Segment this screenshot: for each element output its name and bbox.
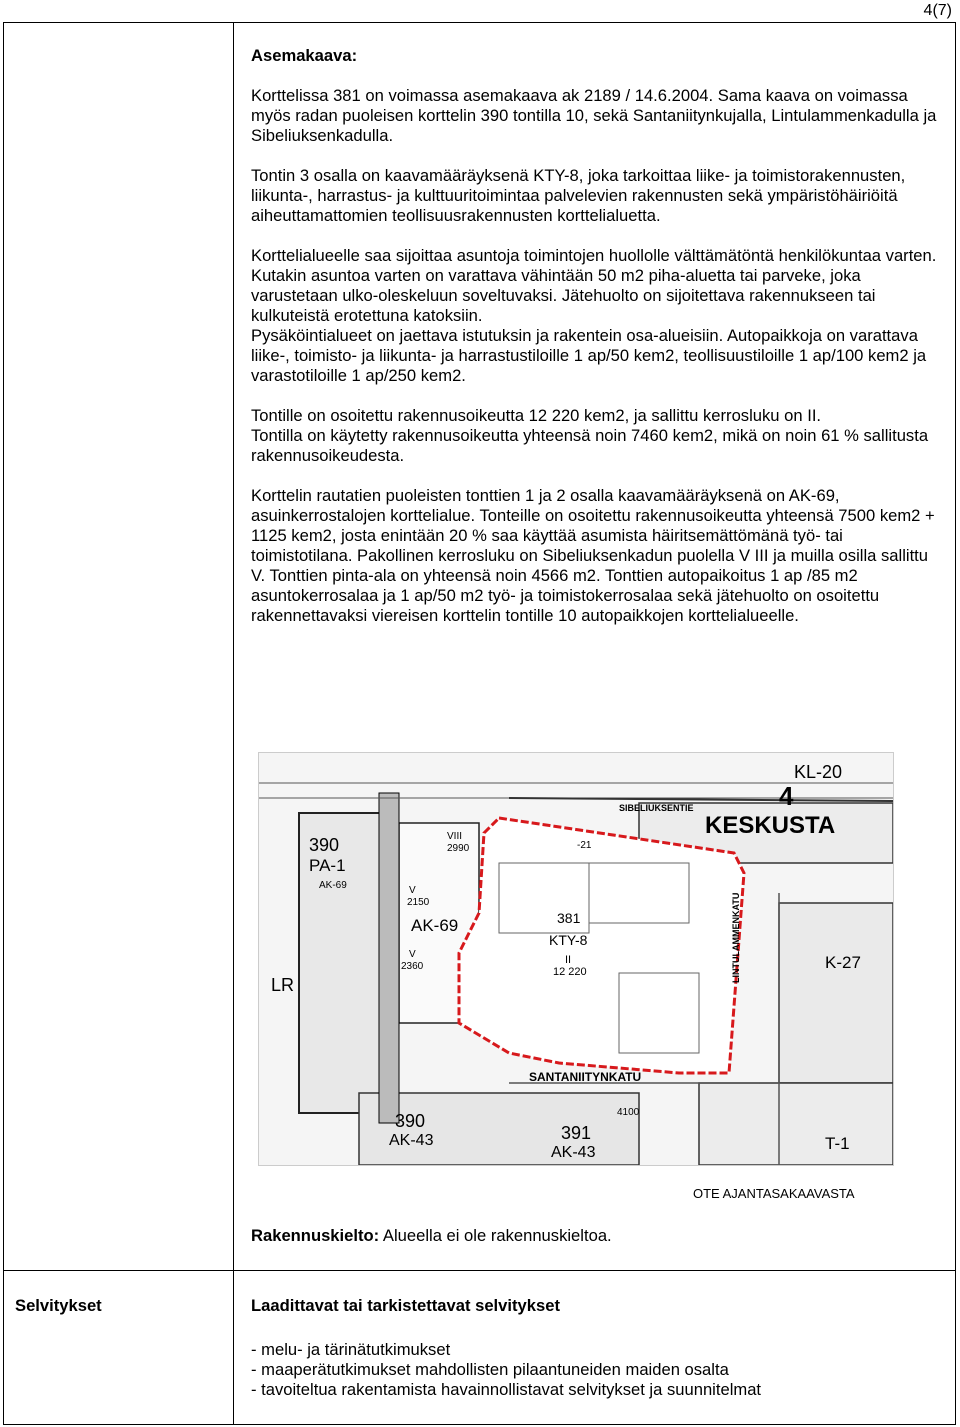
map-label-floors: II xyxy=(565,954,572,966)
building-ban-label: Rakennuskielto: xyxy=(251,1226,380,1245)
survey-item: - melu- ja tärinätutkimukset xyxy=(251,1340,451,1359)
map-label-keskusta-no: 4 xyxy=(779,781,794,811)
map-label-kty8: KTY-8 xyxy=(549,932,588,948)
map-label-2150: 2150 xyxy=(407,897,430,908)
paragraph-building-rights: Tontille on osoitettu rakennusoikeutta 12 220 kem2, ja sallittu kerrosluku on II. xyxy=(251,406,822,425)
map-label-keskusta: KESKUSTA xyxy=(705,812,836,839)
map-caption: OTE AJANTASAKAAVASTA xyxy=(693,1186,855,1201)
map-label-pa1: PA-1 xyxy=(309,856,346,875)
map-label-lintulammenkatu: LINTULAMMENKATU xyxy=(731,892,741,983)
map-label-k27: K-27 xyxy=(825,953,861,972)
zoning-map xyxy=(258,752,894,1166)
map-label-2990: 2990 xyxy=(447,843,470,854)
map-label-4100: 4100 xyxy=(617,1107,640,1118)
map-label-2360: 2360 xyxy=(401,961,424,972)
surveys-section-title: Selvitykset xyxy=(15,1296,102,1315)
section-divider xyxy=(3,1270,956,1271)
map-label-minus21: -21 xyxy=(577,840,592,851)
map-label-v-a: V xyxy=(409,885,416,896)
map-label-sibelius: SIBELIUKSENTIE xyxy=(619,803,694,813)
map-label-ak69: AK-69 xyxy=(411,916,459,935)
paragraph-ak69: Korttelin rautatien puoleisten tonttien 1 ja 2 osalla kaavamääräyksenä on AK-69, asuinkerrostalojen korttelialue. Tonteille on osoitettu rakennusoikeutta yhteensä 7500 kem2 + 1125 kem2, josta enintään 20 % saa käyttää asumista häiritsemättömänä työ- tai toimistotilana. Pakollinen kerrosluku on Sibeliuksenkadun puolella V III ja muilla osilla sallittu V. Tonttien pinta-ala on yhteensä noin 4566 m2. Tonttien autopaikoitus 1 ap /85 m2 asuntokerrosalaa ja 1 ap/50 m2 työ- ja toimistokerrosalaa sekä jätehuolto on osoitettu rakennettavaksi viereisen korttelin tontille 10 autopaikkojen korttelialueelle. xyxy=(251,486,935,625)
map-label-ak69-small: AK-69 xyxy=(319,880,347,891)
survey-item: - tavoiteltua rakentamista havainnollistavat selvitykset ja suunnitelmat xyxy=(251,1380,762,1399)
map-label-santaniitynkatu: SANTANIITYNKATU xyxy=(529,1070,642,1084)
map-label-ak43-left: AK-43 xyxy=(389,1132,434,1149)
building-ban-text: Alueella ei ole rakennuskieltoa. xyxy=(379,1226,612,1245)
map-label-block-381: 381 xyxy=(557,910,581,926)
map-label-block-390-bottom: 390 xyxy=(395,1111,426,1131)
map-label-block-390-top: 390 xyxy=(309,835,340,855)
surveys-heading: Laadittavat tai tarkistettavat selvitykset xyxy=(251,1296,560,1315)
zoning-map-drawing xyxy=(259,753,893,1165)
map-label-viii: VIII xyxy=(447,831,463,842)
survey-item: - maaperätutkimukset mahdollisten pilaantuneiden maiden osalta xyxy=(251,1360,729,1379)
map-label-lr: LR xyxy=(271,975,295,995)
map-label-v-b: V xyxy=(409,949,416,960)
surveys-section xyxy=(251,1296,761,1400)
paragraph-housing: Korttelialueelle saa sijoittaa asuntoja toimintojen huollolle välttämätöntä henkilökuntaa varten. Kutakin asuntoa varten on varattava vähintään 50 m2 piha-aluetta tai parveke, joka varustetaan ulko-oleskeluun soveltuvaksi. Jätehuolto on sijoitettava rakennukseen tai kulkuteistä erotettuna katoksiin. xyxy=(251,246,937,325)
section-heading: Asemakaava: xyxy=(251,46,358,65)
building-ban xyxy=(251,1226,612,1246)
paragraph-used-rights: Tontilla on käytetty rakennusoikeutta yhteensä noin 7460 kem2, mikä on noin 61 % sallitusta rakennusoikeudesta. xyxy=(251,426,929,465)
paragraph-parking: Pysäköintialueet on jaettava istutuksin ja rakentein osa-alueisiin. Autopaikkoja on varattava liike-, toimisto- ja liikunta- ja harrastustiloille 1 ap/50 kem2, teollisuustiloille 1 ap/100 kem2 ja varastotiloille 1 ap/250 kem2. xyxy=(251,326,927,385)
map-label-kl: KL-20 xyxy=(794,762,843,782)
map-label-block-391: 391 xyxy=(561,1123,592,1143)
main-content xyxy=(251,46,941,646)
surveys-list xyxy=(251,1340,761,1400)
paragraph-plan-in-force: Korttelissa 381 on voimassa asemakaava ak 2189 / 14.6.2004. Sama kaava on voimassa myös radan puoleisen korttelin 390 tontilla 10, sekä Santaniitynkujalla, Lintulammenkadulla ja Sibeliuksenkadulla. xyxy=(251,86,937,145)
paragraph-kty8: Tontin 3 osalla on kaavamääräyksenä KTY-8, joka tarkoittaa liike- ja toimistorakennusten, liikunta-, harrastus- ja kulttuuritoimintaa palvelevien rakennusten sekä ympäristöhäiriöitä aiheuttamattomien teollisuusrakennusten korttelialuetta. xyxy=(251,166,906,225)
column-divider xyxy=(233,22,234,1425)
map-label-area: 12 220 xyxy=(553,966,587,978)
page-number: 4(7) xyxy=(923,2,952,19)
map-label-t1: T-1 xyxy=(825,1134,850,1153)
map-label-ak43-right: AK-43 xyxy=(551,1144,596,1161)
